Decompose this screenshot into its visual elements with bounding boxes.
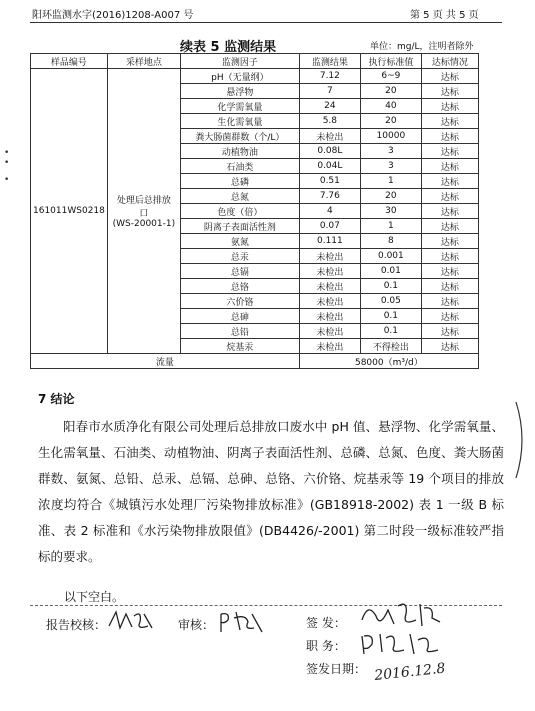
cell-factor: 动植物油 xyxy=(180,144,299,159)
results-table xyxy=(30,53,479,369)
issue-label: 签 发： xyxy=(306,616,346,630)
cell-factor: 悬浮物 xyxy=(180,84,299,99)
cell-standard: 0.1 xyxy=(360,309,421,324)
table-row xyxy=(31,69,479,84)
col-header: 采样地点 xyxy=(107,54,180,69)
cell-status: 达标 xyxy=(421,84,478,99)
cell-result: 4 xyxy=(299,204,360,219)
cell-standard: 0.1 xyxy=(360,324,421,339)
flow-label: 流量 xyxy=(31,354,300,369)
cell-status: 达标 xyxy=(421,189,478,204)
conclusion-paragraph xyxy=(38,414,504,570)
cell-status: 达标 xyxy=(421,264,478,279)
cell-factor: 色度（倍） xyxy=(180,204,299,219)
cell-factor: 生化需氧量 xyxy=(180,114,299,129)
cell-standard: 40 xyxy=(360,99,421,114)
cell-factor: 化学需氧量 xyxy=(180,99,299,114)
cell-result: 0.111 xyxy=(299,234,360,249)
sample-site xyxy=(107,69,180,354)
check-signature xyxy=(106,608,156,634)
sample-site-line: 处理后总排放 xyxy=(116,196,171,206)
page-indicator: 第 5 页 共 5 页 xyxy=(410,10,479,21)
cell-standard: 3 xyxy=(360,159,421,174)
cell-status: 达标 xyxy=(421,309,478,324)
cell-factor: 粪大肠菌群数（个/L） xyxy=(180,129,299,144)
cell-status: 达标 xyxy=(421,234,478,249)
cell-factor: 烷基汞 xyxy=(180,339,299,354)
cell-result: 0.08L xyxy=(299,144,360,159)
cell-standard: 0.01 xyxy=(360,264,421,279)
cell-factor: 总汞 xyxy=(180,249,299,264)
cell-factor: 总镉 xyxy=(180,264,299,279)
sample-site-line: (WS-20001-1) xyxy=(112,219,176,229)
position-label: 职 务： xyxy=(306,639,346,653)
cell-standard: 20 xyxy=(360,84,421,99)
cell-status: 达标 xyxy=(421,324,478,339)
cell-factor: 总砷 xyxy=(180,309,299,324)
col-header: 监测因子 xyxy=(180,54,299,69)
cell-result: 未检出 xyxy=(299,264,360,279)
check-label: 报告校核： xyxy=(46,618,107,632)
cell-status: 达标 xyxy=(421,144,478,159)
cell-result: 未检出 xyxy=(299,309,360,324)
col-header: 执行标准值 xyxy=(360,54,421,69)
cell-status: 达标 xyxy=(421,129,478,144)
cell-standard: 20 xyxy=(360,114,421,129)
cell-factor: 总氮 xyxy=(180,189,299,204)
margin-mark: • xyxy=(4,175,10,185)
report-number: 阳环监测水字(2016)1208-A007 号 xyxy=(32,10,194,21)
cell-status: 达标 xyxy=(421,294,478,309)
cell-standard: 6~9 xyxy=(360,69,421,84)
cell-result: 0.04L xyxy=(299,159,360,174)
cell-standard: 20 xyxy=(360,189,421,204)
cell-status: 达标 xyxy=(421,174,478,189)
cell-status: 达标 xyxy=(421,279,478,294)
table-title: 续表 5 监测结果 xyxy=(180,40,277,55)
cell-standard: 不得检出 xyxy=(360,339,421,354)
cell-standard: 30 xyxy=(360,204,421,219)
cell-factor: 总铅 xyxy=(180,324,299,339)
blank-note: 以下空白。 xyxy=(64,590,125,604)
section-title: 7 结论 xyxy=(38,392,75,406)
cell-result: 0.51 xyxy=(299,174,360,189)
cell-status: 达标 xyxy=(421,69,478,84)
cell-result: 未检出 xyxy=(299,129,360,144)
cell-status: 达标 xyxy=(421,249,478,264)
cell-result: 0.07 xyxy=(299,219,360,234)
cell-factor: 阴离子表面活性剂 xyxy=(180,219,299,234)
handwritten-date-text: 2016.12.8 xyxy=(373,660,447,684)
unit-note: 单位：mg/L，注明者除外 xyxy=(370,42,474,52)
cell-status: 达标 xyxy=(421,219,478,234)
cell-result: 未检出 xyxy=(299,339,360,354)
cell-result: 未检出 xyxy=(299,324,360,339)
review-label: 审核： xyxy=(178,618,215,632)
handwritten-date xyxy=(372,654,452,684)
cell-factor: 六价铬 xyxy=(180,294,299,309)
date-label: 签发日期： xyxy=(306,662,367,676)
cell-factor: 总磷 xyxy=(180,174,299,189)
cell-standard: 8 xyxy=(360,234,421,249)
cell-factor: 石油类 xyxy=(180,159,299,174)
cell-result: 未检出 xyxy=(299,279,360,294)
review-signature xyxy=(218,608,266,636)
cell-result: 5.8 xyxy=(299,114,360,129)
cell-result: 7.76 xyxy=(299,189,360,204)
cell-standard: 0.1 xyxy=(360,279,421,294)
header-rule xyxy=(30,22,502,23)
margin-mark: • xyxy=(4,158,10,168)
cell-standard: 1 xyxy=(360,219,421,234)
cell-result: 未检出 xyxy=(299,294,360,309)
cell-status: 达标 xyxy=(421,339,478,354)
cell-status: 达标 xyxy=(421,204,478,219)
cell-standard: 0.05 xyxy=(360,294,421,309)
cell-result: 7.12 xyxy=(299,69,360,84)
table-header-row xyxy=(31,54,479,69)
sample-id: 161011WS0218 xyxy=(31,69,108,354)
col-header: 样品编号 xyxy=(31,54,108,69)
cell-standard: 10000 xyxy=(360,129,421,144)
margin-mark: • xyxy=(4,148,10,158)
cell-status: 达标 xyxy=(421,114,478,129)
cell-standard: 0.001 xyxy=(360,249,421,264)
page-edge-mark xyxy=(512,400,532,480)
cell-result: 未检出 xyxy=(299,249,360,264)
cell-status: 达标 xyxy=(421,159,478,174)
cell-standard: 3 xyxy=(360,144,421,159)
cell-result: 7 xyxy=(299,84,360,99)
cell-factor: 氨氮 xyxy=(180,234,299,249)
cell-result: 24 xyxy=(299,99,360,114)
cell-status: 达标 xyxy=(421,99,478,114)
col-header: 达标情况 xyxy=(421,54,478,69)
sample-site-line: 口 xyxy=(139,209,149,219)
cell-standard: 1 xyxy=(360,174,421,189)
flow-row xyxy=(31,354,479,369)
table-body xyxy=(31,69,479,354)
col-header: 监测结果 xyxy=(299,54,360,69)
cell-factor: pH（无量纲） xyxy=(180,69,299,84)
conclusion-text: 阳春市水质净化有限公司处理后总排放口废水中 pH 值、悬浮物、化学需氧量、生化需氧量、石油类、动植物油、阴离子表面活性剂、总磷、总氮、色度、粪大肠菌群数、氨氮、总铅、总汞、总镉、总砷、总铬、六价铬、烷基汞等 19 个项目的排放浓度均符合《城镇污水处理厂污染物排放标准》(GB18918-2002) 表 1 一级 B 标准、表 2 标准和《水污染物排放限值》(DB4426/-2001) 第二时段一级标准较严指标的要求。 xyxy=(38,419,504,564)
flow-value: 58000（m³/d） xyxy=(299,354,478,369)
cell-factor: 总铬 xyxy=(180,279,299,294)
